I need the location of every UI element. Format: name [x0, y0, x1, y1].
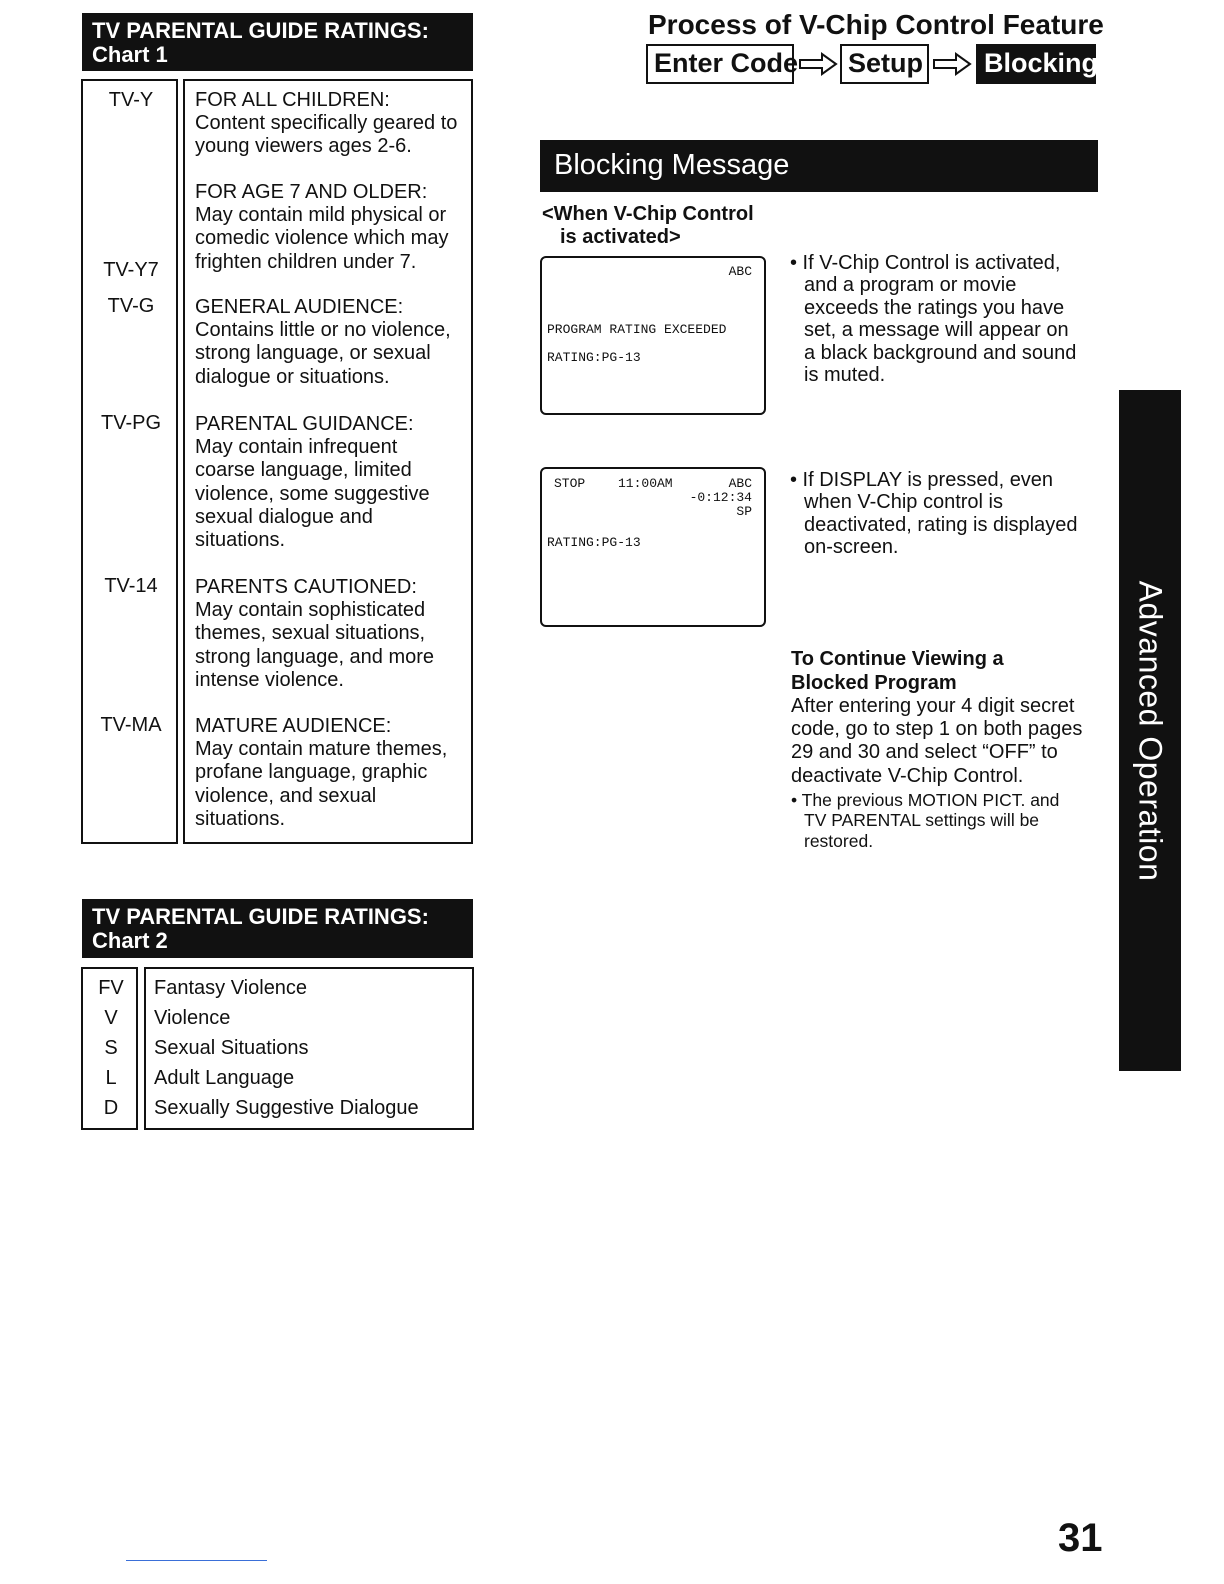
rating-title: PARENTAL GUIDANCE:	[195, 413, 414, 435]
continue-title: To Continue Viewing a	[791, 648, 1004, 670]
chart2-subtitle: Chart 2	[92, 928, 168, 953]
step-enter-code: Enter Code	[646, 44, 794, 84]
rating-title: FOR ALL CHILDREN:	[195, 89, 390, 111]
content-description: Sexual Situations	[154, 1037, 309, 1059]
page-number: 31	[1058, 1516, 1103, 1560]
continue-body-line: After entering your 4 digit secret	[791, 695, 1075, 717]
content-code: FV	[98, 977, 124, 999]
chart1-subtitle: Chart 1	[92, 42, 168, 67]
note-line: exceeds the ratings you have	[804, 296, 1065, 319]
step-setup: Setup	[840, 44, 929, 84]
tv-screen-display	[540, 467, 766, 627]
rating-text: Contains little or no violence, strong language, or sexual dialogue or situations.	[195, 319, 451, 388]
note-line: set, a message will appear on	[804, 319, 1069, 342]
screen-time: 11:00AM	[618, 476, 673, 491]
rating-text: Content specifically geared to young viewers ages 2-6.	[195, 112, 458, 158]
rating-text: May contain mild physical or comedic violence which may frighten children under 7.	[195, 204, 449, 273]
rating-text: May contain mature themes, profane language, graphic violence, and sexual situations.	[195, 738, 448, 830]
continue-title: Blocked Program	[791, 671, 957, 694]
continue-viewing-section	[791, 648, 1101, 851]
continue-body-line: code, go to step 1 on both pages	[791, 718, 1083, 741]
rating-title: GENERAL AUDIENCE:	[195, 296, 404, 318]
chart2-header	[82, 899, 473, 958]
rating-code: TV-Y7	[103, 259, 159, 281]
content-code: S	[104, 1037, 118, 1059]
chart2-title: TV PARENTAL GUIDE RATINGS:	[92, 904, 429, 929]
continue-body-line: deactivate V-Chip Control.	[791, 764, 1024, 787]
screen-counter: -0:12:34	[689, 490, 752, 505]
note-display-pressed	[790, 469, 1078, 559]
rating-code: TV-14	[104, 575, 158, 597]
rating-code: TV-G	[107, 295, 155, 317]
chart1-header	[82, 13, 473, 71]
rating-text: May contain infrequent coarse language, limited violence, some suggestive sexual dialogue and situations.	[195, 436, 430, 552]
content-code: D	[103, 1097, 119, 1119]
chart1-description-column	[183, 79, 473, 844]
screen-rating: RATING:PG-13	[547, 535, 641, 550]
continue-body-line: 29 and 30 and select “OFF” to	[791, 741, 1058, 764]
continue-note-line: • The previous MOTION PICT. and	[791, 789, 1060, 810]
note-line: a black background and sound	[804, 341, 1077, 364]
blocking-banner: Blocking Message	[540, 140, 1098, 192]
arrow-right-icon	[798, 52, 838, 76]
note-line: • If V-Chip Control is activated,	[790, 252, 1061, 274]
screen-speed: SP	[736, 504, 752, 519]
chart2-code-column	[81, 967, 138, 1130]
screen-status: STOP	[554, 476, 586, 491]
side-tab-label: Advanced Operation	[1132, 580, 1169, 881]
rating-title: FOR AGE 7 AND OLDER:	[195, 181, 428, 203]
screen-message: PROGRAM RATING EXCEEDED	[547, 322, 727, 337]
rating-description	[195, 715, 470, 831]
note-line: and a program or movie	[804, 274, 1017, 297]
footer-rule	[126, 1560, 267, 1561]
rating-description	[195, 413, 450, 552]
content-description: Fantasy Violence	[154, 977, 308, 999]
rating-description	[195, 89, 475, 159]
content-description: Sexually Suggestive Dialogue	[154, 1097, 419, 1119]
blocking-subhead	[542, 203, 754, 249]
rating-description	[195, 296, 470, 389]
step-blocking: Blocking	[976, 44, 1096, 84]
chart1-title: TV PARENTAL GUIDE RATINGS:	[92, 18, 429, 43]
rating-code: TV-PG	[100, 412, 161, 434]
chart2-description-column	[144, 967, 474, 1130]
rating-text: May contain sophisticated themes, sexual situations, strong language, and more intense violence.	[195, 599, 435, 691]
content-description: Adult Language	[154, 1067, 295, 1089]
screen-channel: ABC	[728, 476, 752, 491]
content-description: Violence	[154, 1007, 231, 1029]
tv-screen-blocked	[540, 256, 766, 415]
note-vchip-activated	[790, 252, 1076, 386]
arrow-right-icon	[932, 52, 972, 76]
note-line: is muted.	[804, 364, 886, 387]
chart1-code-column	[81, 79, 178, 844]
content-code: L	[105, 1067, 117, 1089]
rating-description	[195, 181, 467, 274]
continue-note-line: TV PARENTAL settings will be	[804, 810, 1040, 831]
note-line: • If DISPLAY is pressed, even	[790, 469, 1054, 491]
content-code: V	[104, 1007, 118, 1029]
note-line: deactivated, rating is displayed	[804, 513, 1078, 536]
screen-rating: RATING:PG-13	[547, 350, 641, 365]
note-line: when V-Chip control is	[804, 491, 1003, 514]
process-title: Process of V-Chip Control Feature	[648, 9, 1104, 40]
subhead-line: <When V-Chip Control	[542, 203, 754, 225]
rating-description	[195, 576, 457, 692]
note-line: on-screen.	[804, 536, 899, 559]
screen-channel: ABC	[728, 264, 752, 279]
rating-title: MATURE AUDIENCE:	[195, 715, 392, 737]
rating-title: PARENTS CAUTIONED:	[195, 576, 417, 598]
subhead-line: is activated>	[560, 226, 681, 248]
continue-note-line: restored.	[804, 830, 874, 851]
rating-code: TV-MA	[100, 714, 162, 736]
section-side-tab	[1119, 390, 1181, 1071]
rating-code: TV-Y	[108, 89, 154, 111]
